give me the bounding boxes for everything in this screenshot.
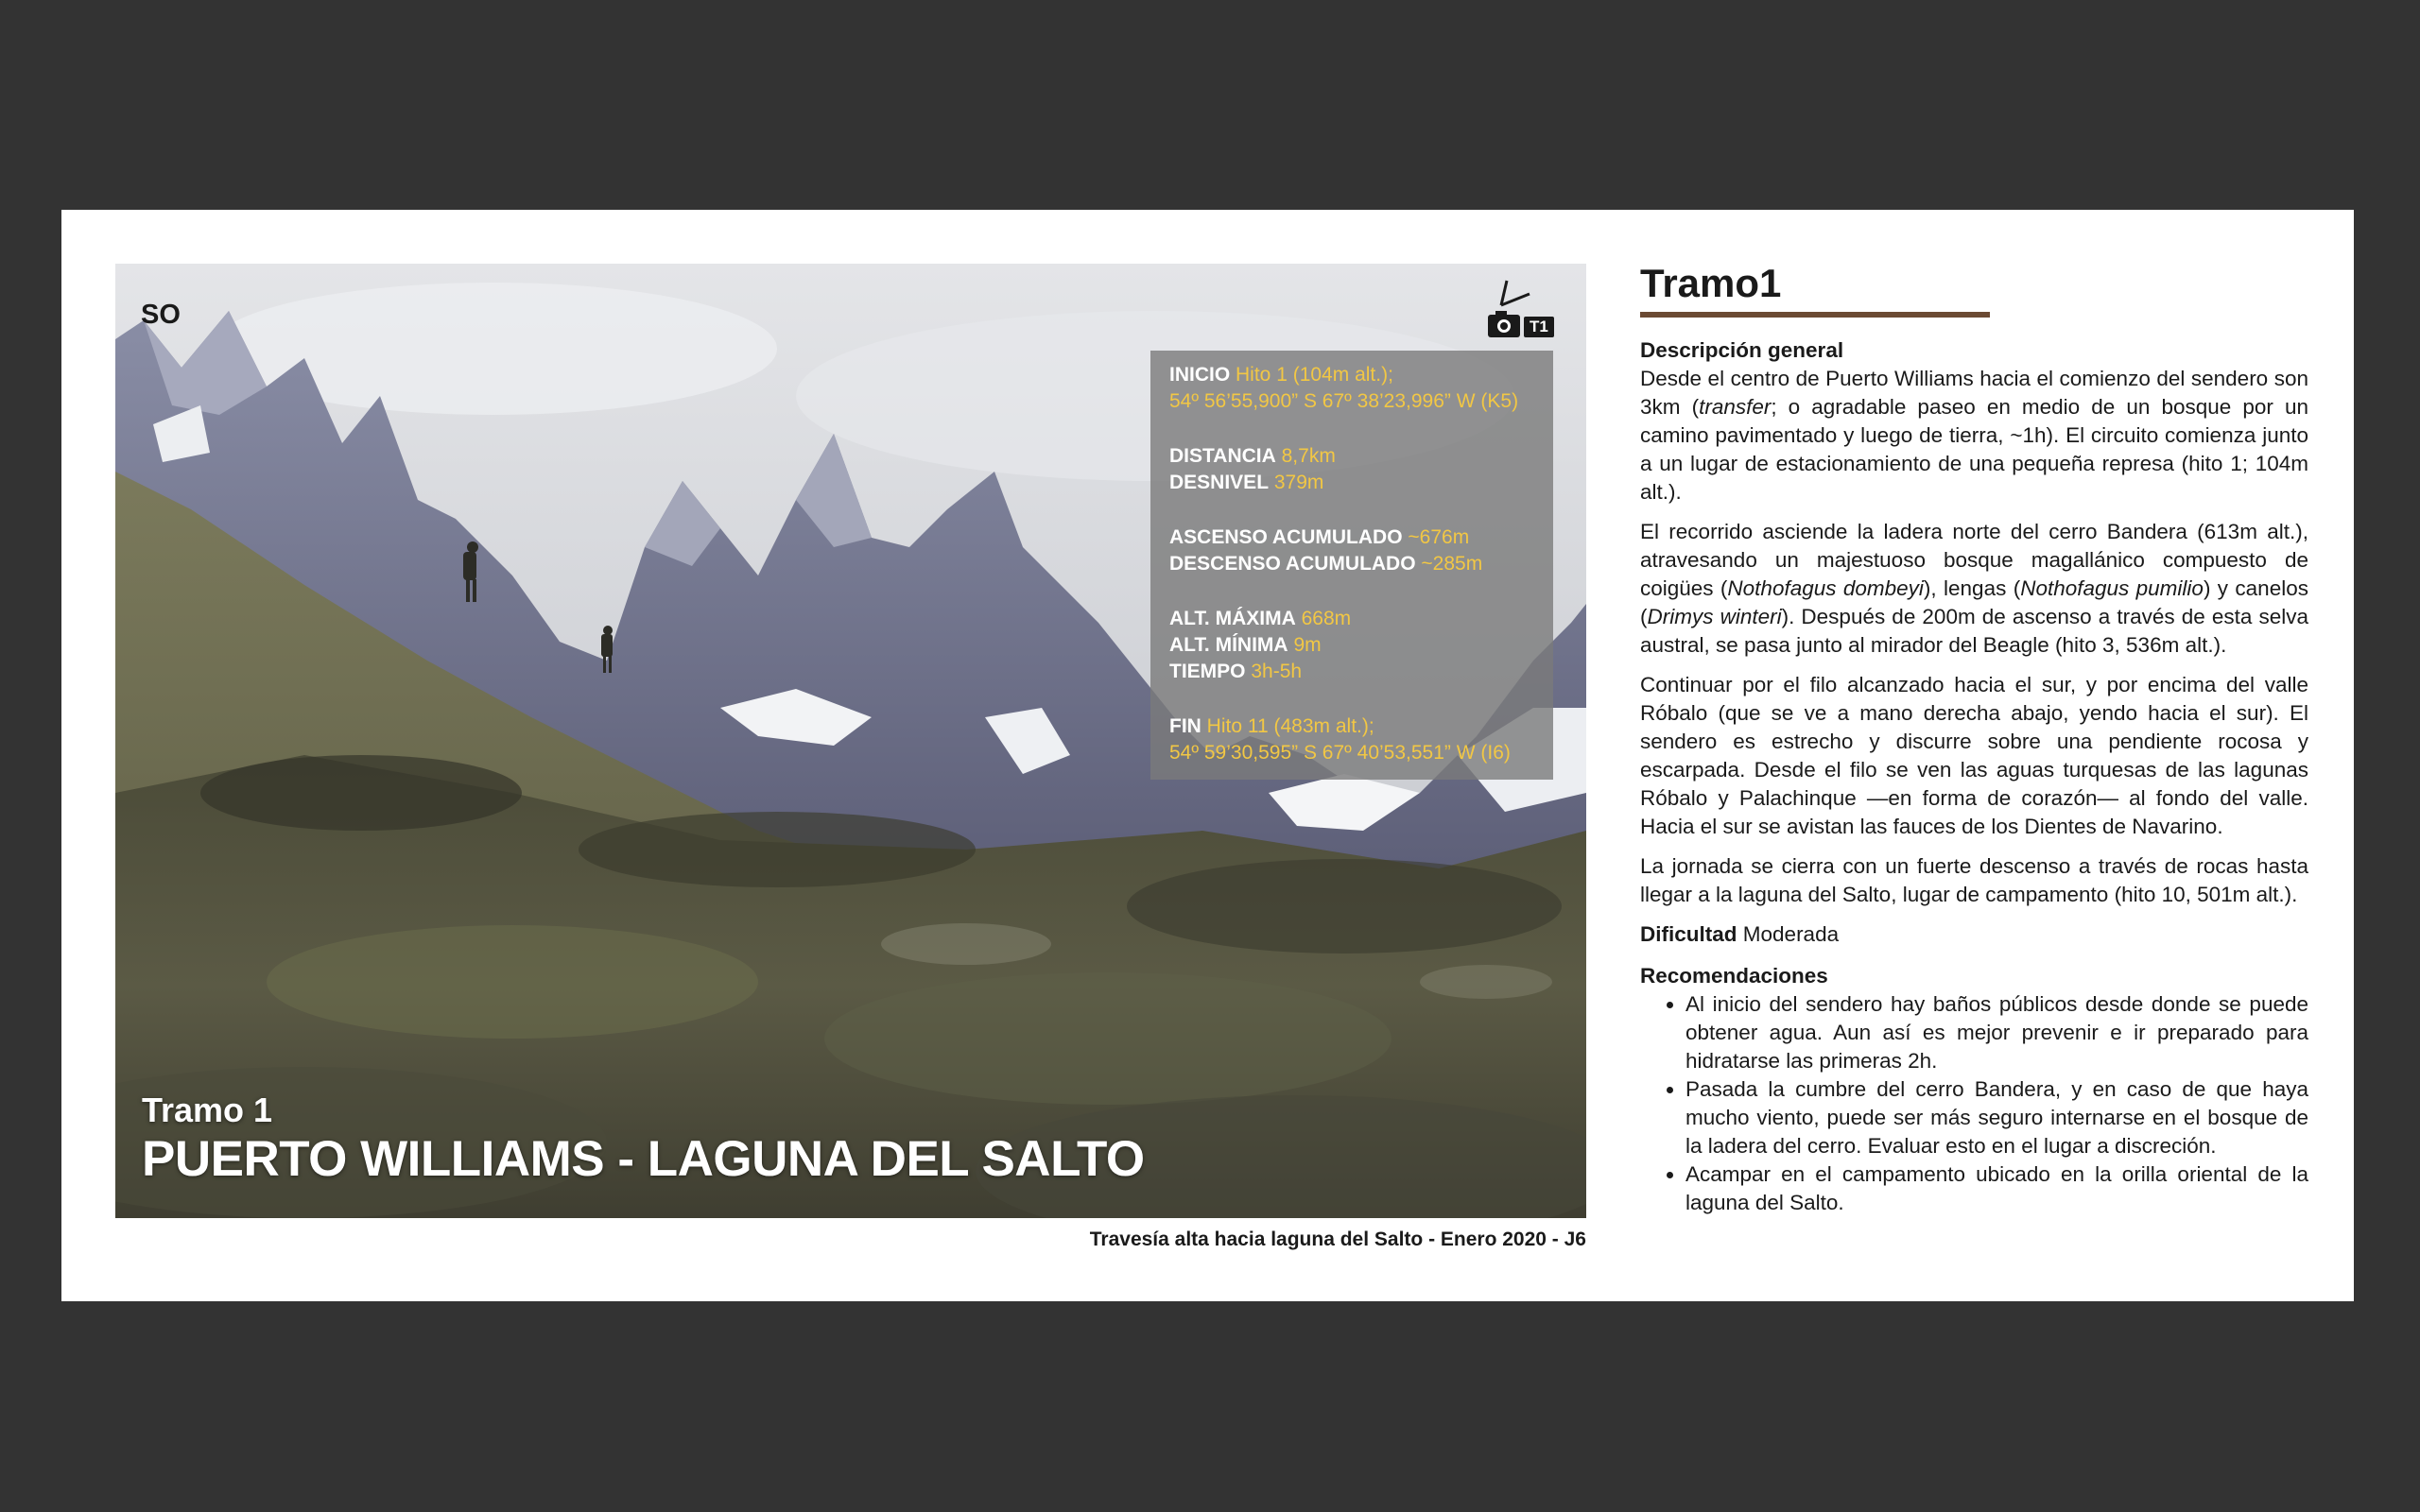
descenso-value: ~285m [1421, 553, 1483, 575]
inicio-label: INICIO [1169, 364, 1231, 386]
route-info-box [1150, 351, 1553, 780]
paragraph-3: Continuar por el filo alcanzado hacia el sur, y por encima del valle Róbalo (que se ve a mano derecha abajo, yendo hacia el sur). El sendero es estrecho y discurre sobre una pendiente rocosa y escarpada. Desde el filo se ven las aguas turquesas de las lagunas Róbalo y Palachinque —en forma de corazón— al fondo del valle. Hacia el sur se avistan las fauces de los Dientes de Navarino. [1640, 673, 2308, 838]
paragraph-1: Desde el centro de Puerto Williams hacia el comienzo del sendero son 3km (transfer; o agradable paseo en medio de un bosque por un camino pavimentado y luego de tierra, ~1h). El circuito comienza junto a un lugar de estacionamiento de una pequeña represa (hito 1; 104m alt.). [1640, 367, 2308, 504]
list-item: • Acampar en el campamento ubicado en la orilla oriental de la laguna del Salto. [1685, 1160, 2308, 1217]
recommendations-list [1640, 990, 2308, 1217]
ascenso-label: ASCENSO ACUMULADO [1169, 526, 1403, 548]
desnivel-value: 379m [1273, 472, 1324, 493]
camera-direction-marker [1482, 271, 1558, 343]
fin-value: Hito 11 (483m alt.); [1206, 715, 1374, 737]
guide-page [61, 210, 2354, 1301]
desc-heading: Descripción general [1640, 338, 1844, 362]
altmax-value: 668m [1301, 608, 1352, 629]
ascenso-value: ~676m [1408, 526, 1470, 548]
inicio-coords: 54º 56’55,900” S 67º 38’23,996” W (K5) [1169, 390, 1519, 412]
descenso-label: DESCENSO ACUMULADO [1169, 553, 1416, 575]
section-number: Tramo 1 [142, 1091, 273, 1129]
trail-photo [115, 264, 1586, 1218]
altmin-value: 9m [1293, 634, 1322, 656]
altmax-label: ALT. MÁXIMA [1169, 608, 1296, 629]
desnivel-label: DESNIVEL [1169, 472, 1270, 493]
fin-label: FIN [1169, 715, 1201, 737]
paragraph-2: El recorrido asciende la ladera norte del cerro Bandera (613m alt.), atravesando un majestuoso bosque magallánico compuesto de coigües (Nothofagus dombeyi), lengas (Nothofagus pumilio) y canelos (Drimys winteri). Después de 200m de ascenso a través de esta selva austral, se pasa junto al mirador del Beagle (hito 3, 536m alt.). [1640, 520, 2308, 657]
title-underline [1640, 312, 1990, 318]
difficulty: Dificultad Moderada [1640, 922, 1840, 946]
altmin-label: ALT. MÍNIMA [1169, 634, 1288, 656]
orientation-label: SO [141, 300, 181, 330]
tiempo-label: TIEMPO [1169, 661, 1246, 682]
photo-caption [142, 1091, 1145, 1189]
description-column [1640, 259, 2308, 1217]
distancia-label: DISTANCIA [1169, 445, 1276, 467]
distancia-value: 8,7km [1281, 445, 1336, 467]
route-title: PUERTO WILLIAMS - LAGUNA DEL SALTO [142, 1131, 1145, 1187]
section-title: Tramo1 [1640, 261, 1782, 305]
list-item: • Pasada la cumbre del cerro Bandera, y en caso de que haya mucho viento, puede ser más seguro internarse en el bosque de la ladera del cerro. Evaluar esto en el lugar a discreción. [1685, 1075, 2308, 1160]
tiempo-value: 3h-5h [1251, 661, 1303, 682]
camera-label: T1 [1530, 318, 1548, 335]
paragraph-4: La jornada se cierra con un fuerte descenso a través de rocas hasta llegar a la laguna del Salto, lugar de campamento (hito 10, 501m alt.). [1640, 854, 2308, 906]
recommendations-heading: Recomendaciones [1640, 964, 1828, 988]
fin-coords: 54º 59’30,595” S 67º 40’53,551” W (I6) [1169, 742, 1511, 764]
photo-credit: Travesía alta hacia laguna del Salto - Enero 2020 - J6 [1089, 1228, 1586, 1250]
inicio-value: Hito 1 (104m alt.); [1236, 364, 1393, 386]
list-item: • Al inicio del sendero hay baños públicos desde donde se puede obtener agua. Aun así es mejor prevenir e ir preparado para hidratarse las primeras 2h. [1685, 990, 2308, 1075]
